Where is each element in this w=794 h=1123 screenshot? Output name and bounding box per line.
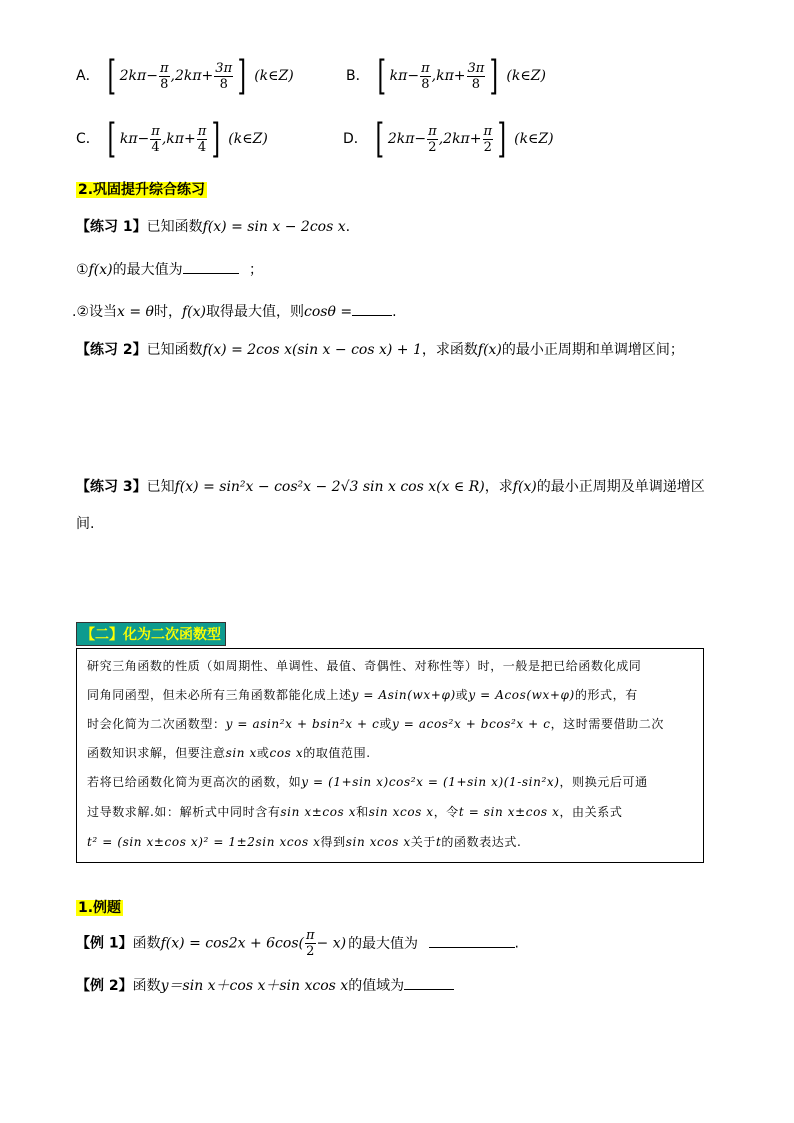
option-a-low-frac: $\frac{\pi}{8}$: [159, 60, 169, 92]
exercise-1-question-1: [76, 259, 263, 279]
left-bracket-icon: [: [107, 116, 117, 162]
option-c-cond: (k∈Z): [228, 131, 268, 147]
example-2-tag: 【例 2】: [76, 978, 133, 994]
exercise-3-text2: 的最小正周期及单调递增区: [536, 479, 705, 495]
exercise-3-intro: 已知: [146, 479, 175, 495]
q2-mark: .②: [72, 304, 90, 320]
q1-text: 的最大值为: [112, 262, 183, 278]
exercise-3-text: ，求: [484, 479, 513, 495]
exercise-2: [76, 339, 684, 359]
box-formula-asin: y = Asin(wx+φ): [351, 688, 456, 702]
exercise-2-text: ，求函数: [421, 342, 478, 358]
exercise-1: [76, 216, 350, 236]
box-line-5: 若将已给函数化简为更高次的函数，如y = (1+sin x)cos²x = (1+sin x)(1-sin²x)，则换元后可通: [87, 775, 648, 789]
right-bracket-icon: ]: [489, 53, 499, 99]
left-bracket-icon: [: [377, 53, 387, 99]
option-b-low: kπ−: [389, 68, 420, 84]
box-formula-acos: y = Acos(wx+φ): [468, 688, 575, 702]
option-b-letter: B．: [346, 68, 370, 84]
option-a-mid: ,2kπ+: [170, 68, 214, 84]
option-c-mid: ,kπ+: [161, 131, 196, 147]
example-2: [76, 975, 454, 995]
option-a: [76, 53, 294, 99]
q1-mark: ①: [76, 262, 89, 278]
q2-text2: 时，: [153, 304, 182, 320]
option-b-mid: ,kπ+: [431, 68, 466, 84]
option-c: [76, 116, 268, 162]
exercise-3: [76, 476, 705, 496]
exercise-1-question-2: [72, 301, 397, 321]
section-heading-examples: [76, 897, 123, 917]
section-heading-practice: [76, 179, 207, 199]
option-a-up-frac: $\frac{3\pi}{8}$: [215, 60, 233, 92]
example-1-intro: 函数: [132, 935, 161, 952]
right-bracket-icon: ]: [237, 53, 247, 99]
exercise-1-intro: 已知函数: [146, 219, 203, 235]
option-a-letter: A．: [76, 68, 100, 84]
box-formula-higher: y = (1+sin x)cos²x = (1+sin x)(1-sin²x): [301, 775, 560, 789]
box-line-1: 研究三角函数的性质（如周期性、单调性、最值、奇偶性、对称性等）时，一般是把已给函数化成同: [87, 659, 642, 673]
q2-cos: cosθ =: [304, 304, 353, 320]
section-heading-examples-text: 1.例题: [78, 900, 122, 916]
example-2-intro: 函数: [132, 978, 161, 994]
q2-fx: f(x): [181, 304, 206, 320]
section-heading-practice-text: 2.巩固提升综合练习: [78, 182, 206, 198]
q1-fx: f(x): [88, 262, 113, 278]
option-b-cond: (k∈Z): [506, 68, 546, 84]
example-1-frac: $\frac{\pi}{2}$: [305, 928, 315, 959]
box-line-3: 时会化简为二次函数型：y = asin²x + bsin²x + c或y = acos²x + bcos²x + c，这时需要借助二次: [87, 717, 664, 731]
example-2-text: 的值域为: [348, 978, 405, 994]
box-formula-quad-sin: y = asin²x + bsin²x + c: [225, 717, 380, 731]
q2-text3: 取得最大值，则: [206, 304, 304, 320]
exercise-3-fx: f(x): [512, 479, 537, 495]
option-d-mid: ,2kπ+: [438, 131, 482, 147]
exercise-2-text2: 的最小正周期和单调增区间；: [501, 342, 684, 358]
q2-var: x = θ: [117, 304, 154, 320]
q1-answer-blank[interactable]: [183, 259, 239, 274]
q2-text: 设当: [89, 304, 118, 320]
box-line-2: 同角同函型，但未必所有三角函数都能化成上述y = Asin(wx+φ)或y = Acos(wx+φ)的形式，有: [87, 688, 638, 702]
exercise-3-tag: 【练习 3】: [76, 479, 147, 495]
option-a-low: 2kπ−: [119, 68, 158, 84]
option-d-cond: (k∈Z): [514, 131, 554, 147]
exercise-1-tag: 【练习 1】: [76, 219, 147, 235]
example-1: [76, 928, 519, 959]
box-formula-t-squared: t² = (sin x±cos x)² = 1±2sin xcos x: [87, 835, 321, 849]
box-line-4: 函数知识求解，但要注意sin x或cos x的取值范围.: [87, 746, 371, 760]
box-line-6: 过导数求解.如：解析式中同时含有sin x±cos x和sin xcos x，令t = sin x±cos x，由关系式: [87, 805, 623, 819]
option-c-low-frac: $\frac{\pi}{4}$: [151, 123, 160, 155]
example-1-text: 的最大值为: [348, 935, 419, 952]
example-2-formula: y＝sin x＋cos x＋sin xcos x: [160, 978, 349, 994]
example-1-answer-blank[interactable]: [429, 933, 515, 948]
option-d: [343, 116, 554, 162]
method-note-box: [76, 648, 704, 863]
example-1-formula-a: f(x) = cos2x + 6cos(: [160, 935, 304, 952]
option-b: [346, 53, 546, 99]
exercise-2-formula: f(x) = 2cos x(sin x − cos x) + 1: [202, 342, 422, 358]
exercise-1-formula: f(x) = sin x − 2cos x: [202, 219, 346, 235]
q2-answer-blank[interactable]: [352, 301, 392, 316]
option-c-letter: C．: [76, 131, 100, 147]
q2-end: .: [392, 304, 397, 320]
option-c-low: kπ−: [119, 131, 150, 147]
option-b-up-frac: $\frac{3\pi}{8}$: [467, 60, 485, 92]
example-1-end: .: [514, 935, 519, 952]
example-1-tag: 【例 1】: [76, 935, 133, 952]
option-b-low-frac: $\frac{\pi}{8}$: [421, 60, 430, 92]
box-formula-quad-cos: y = acos²x + bcos²x + c: [392, 717, 551, 731]
option-d-low: 2kπ−: [387, 131, 427, 147]
section-heading-quadratic-text: 【二】化为二次函数型: [81, 627, 221, 643]
q1-end: ；: [249, 262, 264, 278]
option-d-up-frac: $\frac{\pi}{2}$: [483, 123, 493, 155]
right-bracket-icon: ]: [211, 116, 221, 162]
exercise-3-formula: f(x) = sin²x − cos²x − 2√3 sin x cos x(x ∈ R): [174, 479, 485, 495]
exercise-2-fx: f(x): [477, 342, 502, 358]
option-d-letter: D．: [343, 131, 368, 147]
left-bracket-icon: [: [107, 53, 117, 99]
exercise-1-end: .: [345, 219, 351, 235]
exercise-3-cont: [76, 513, 94, 533]
section-heading-quadratic: [76, 622, 226, 646]
exercise-2-intro: 已知函数: [146, 342, 203, 358]
right-bracket-icon: ]: [497, 116, 507, 162]
option-a-cond: (k∈Z): [254, 68, 294, 84]
option-d-low-frac: $\frac{\pi}{2}$: [428, 123, 437, 155]
exercise-3-text3: 间.: [76, 516, 95, 532]
left-bracket-icon: [: [375, 116, 385, 162]
example-2-answer-blank[interactable]: [404, 975, 454, 990]
example-1-formula-b: − x): [316, 935, 347, 952]
option-c-up-frac: $\frac{\pi}{4}$: [197, 123, 207, 155]
exercise-2-tag: 【练习 2】: [76, 342, 147, 358]
box-line-7: t² = (sin x±cos x)² = 1±2sin xcos x得到sin xcos x关于t的函数表达式.: [87, 835, 522, 849]
